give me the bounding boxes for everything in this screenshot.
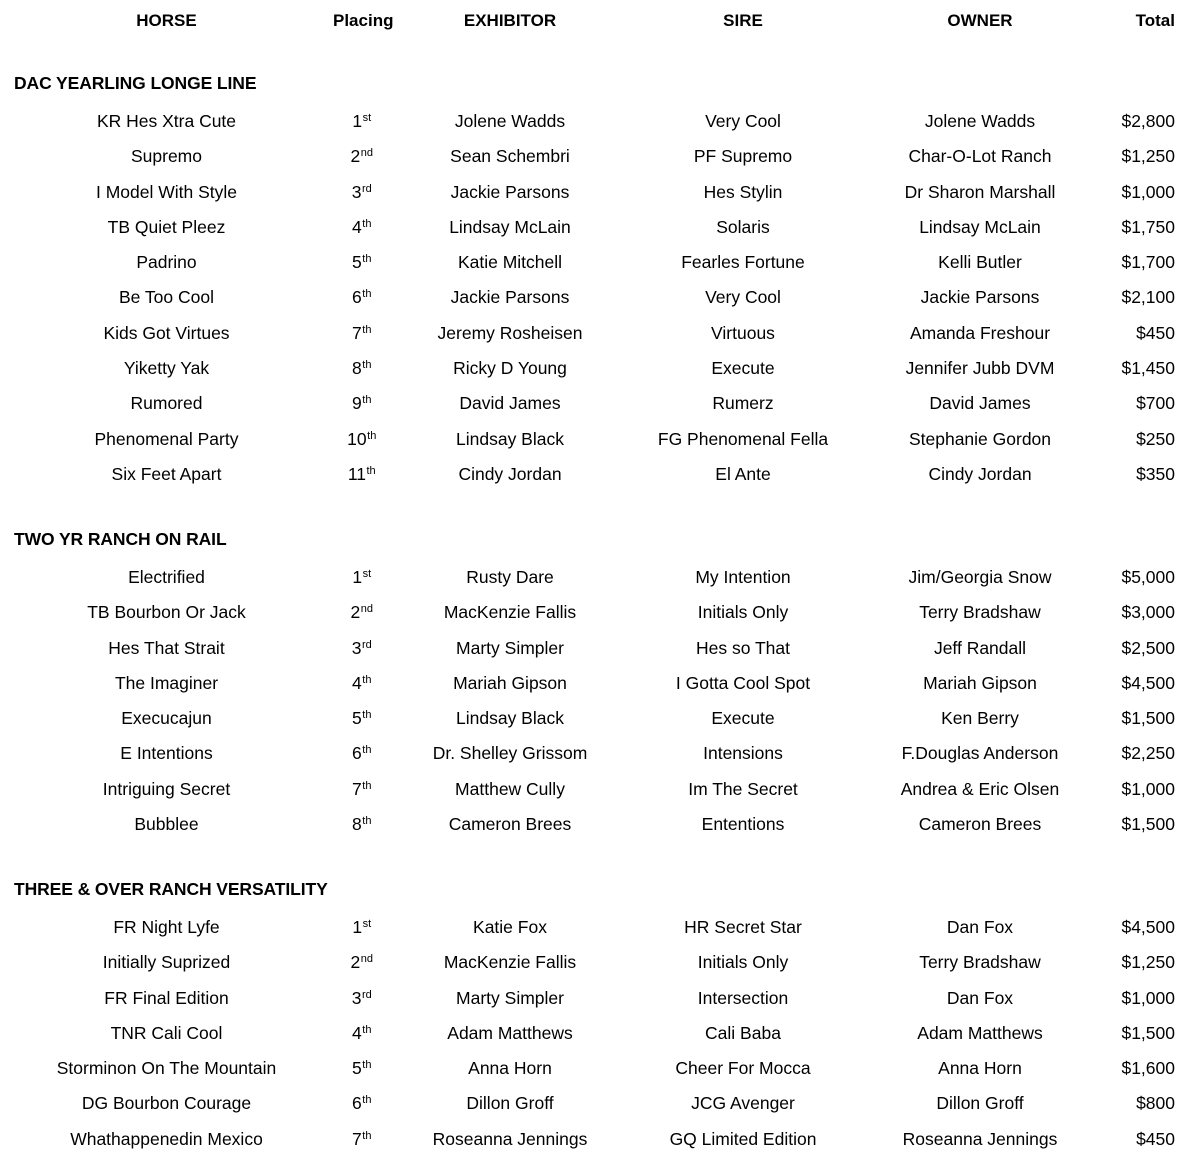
table-row bbox=[0, 351, 1200, 386]
placing-number: 1 bbox=[352, 111, 363, 131]
cell-placing bbox=[333, 1016, 390, 1054]
cell-sire: El Ante bbox=[715, 463, 771, 484]
placing-number: 11 bbox=[347, 463, 366, 484]
cell-placing bbox=[333, 210, 390, 248]
cell-exhibitor: Dillon Groff bbox=[466, 1093, 554, 1114]
table-row bbox=[0, 1016, 1200, 1051]
column-header-placing: Placing bbox=[333, 11, 394, 30]
table-row bbox=[0, 701, 1200, 736]
cell-horse: TNR Cali Cool bbox=[110, 1022, 223, 1043]
placing-ordinal-suffix: nd bbox=[360, 147, 373, 160]
placing-ordinal-suffix: th bbox=[362, 779, 372, 792]
cell-total: $450 bbox=[1136, 1128, 1175, 1149]
cell-sire: Very Cool bbox=[705, 287, 781, 308]
placing-number: 7 bbox=[352, 322, 362, 343]
cell-placing bbox=[333, 245, 390, 283]
cell-horse: The Imaginer bbox=[114, 672, 219, 693]
cell-owner: Mariah Gipson bbox=[923, 672, 1037, 693]
column-header-owner: OWNER bbox=[947, 11, 1013, 30]
cell-placing bbox=[333, 280, 390, 318]
cell-owner: Jolene Wadds bbox=[924, 111, 1036, 131]
cell-horse: Rumored bbox=[130, 393, 203, 414]
placing-number: 3 bbox=[351, 987, 362, 1008]
section-rows bbox=[0, 910, 1200, 1157]
placing-ordinal-suffix: th bbox=[362, 1023, 372, 1036]
cell-total: $1,000 bbox=[1121, 987, 1175, 1008]
cell-sire: Intersection bbox=[697, 987, 789, 1008]
cell-placing bbox=[333, 1122, 390, 1158]
cell-total: $1,600 bbox=[1121, 1058, 1175, 1079]
cell-total: $350 bbox=[1136, 463, 1175, 484]
column-header-sire: SIRE bbox=[723, 11, 763, 30]
cell-sire: My Intention bbox=[695, 567, 791, 587]
placing-ordinal-suffix: nd bbox=[360, 953, 373, 966]
placing-number: 6 bbox=[352, 743, 362, 764]
cell-horse: Kids Got Virtues bbox=[103, 322, 230, 343]
cell-placing bbox=[333, 945, 390, 983]
cell-total: $1,000 bbox=[1121, 778, 1175, 799]
cell-owner: David James bbox=[929, 393, 1031, 414]
table-row bbox=[0, 175, 1200, 210]
cell-placing bbox=[333, 910, 390, 948]
placing-ordinal-suffix: th bbox=[362, 1094, 372, 1107]
table-row bbox=[0, 666, 1200, 701]
cell-exhibitor: Marty Simpler bbox=[456, 637, 564, 658]
placing-ordinal-suffix: nd bbox=[360, 603, 373, 616]
cell-horse: Electrified bbox=[128, 567, 205, 587]
cell-total: $450 bbox=[1136, 322, 1175, 343]
cell-total: $2,500 bbox=[1121, 637, 1175, 658]
placing-number: 6 bbox=[352, 1093, 362, 1114]
cell-exhibitor: Ricky D Young bbox=[453, 358, 567, 379]
cell-exhibitor: Cindy Jordan bbox=[458, 463, 562, 484]
cell-total: $4,500 bbox=[1121, 672, 1175, 693]
table-row bbox=[0, 386, 1200, 421]
cell-sire: Cali Baba bbox=[705, 1022, 781, 1043]
placing-ordinal-suffix: th bbox=[362, 815, 372, 828]
cell-sire: I Gotta Cool Spot bbox=[675, 672, 811, 693]
section-title: DAC YEARLING LONGE LINE bbox=[14, 73, 257, 93]
cell-total: $1,500 bbox=[1121, 1022, 1175, 1043]
cell-owner: Char-O-Lot Ranch bbox=[908, 146, 1052, 167]
cell-total: $5,000 bbox=[1121, 567, 1175, 587]
placing-number: 2 bbox=[350, 146, 361, 167]
cell-exhibitor: Rusty Dare bbox=[466, 567, 554, 587]
placing-number: 4 bbox=[352, 1022, 362, 1043]
cell-sire: Hes Stylin bbox=[703, 181, 783, 202]
cell-horse: TB Quiet Pleez bbox=[107, 216, 226, 237]
table-row bbox=[0, 1051, 1200, 1086]
cell-total: $1,000 bbox=[1121, 181, 1175, 202]
placing-ordinal-suffix: rd bbox=[361, 182, 372, 195]
section-title: TWO YR RANCH ON RAIL bbox=[14, 529, 227, 549]
table-row bbox=[0, 139, 1200, 174]
cell-horse: Yiketty Yak bbox=[123, 358, 210, 379]
placing-number: 6 bbox=[352, 287, 362, 308]
cell-owner: Anna Horn bbox=[938, 1058, 1022, 1079]
cell-exhibitor: MacKenzie Fallis bbox=[443, 602, 577, 623]
cell-exhibitor: Jackie Parsons bbox=[450, 181, 570, 202]
placing-ordinal-suffix: th bbox=[362, 394, 372, 407]
cell-horse: Be Too Cool bbox=[118, 287, 215, 308]
cell-placing bbox=[333, 104, 390, 142]
table-row bbox=[0, 1086, 1200, 1121]
cell-sire: Im The Secret bbox=[688, 778, 798, 799]
placing-ordinal-suffix: st bbox=[362, 918, 372, 930]
cell-horse: Padrino bbox=[136, 252, 197, 273]
cell-placing bbox=[333, 772, 390, 810]
cell-owner: Jackie Parsons bbox=[920, 287, 1040, 308]
cell-horse: DG Bourbon Courage bbox=[81, 1093, 252, 1114]
cell-total: $1,450 bbox=[1121, 358, 1175, 379]
cell-sire: Ententions bbox=[701, 814, 785, 835]
cell-owner: Jim/Georgia Snow bbox=[908, 567, 1052, 587]
cell-total: $2,250 bbox=[1121, 743, 1175, 764]
cell-exhibitor: Marty Simpler bbox=[456, 987, 564, 1008]
cell-placing bbox=[333, 736, 390, 774]
cell-sire: PF Supremo bbox=[693, 146, 793, 167]
placing-ordinal-suffix: st bbox=[362, 568, 372, 580]
placing-number: 1 bbox=[352, 917, 363, 937]
cell-exhibitor: Dr. Shelley Grissom bbox=[432, 743, 588, 764]
table-row bbox=[0, 736, 1200, 771]
cell-exhibitor: Jolene Wadds bbox=[454, 111, 566, 131]
cell-owner: Terry Bradshaw bbox=[919, 602, 1041, 623]
table-row bbox=[0, 631, 1200, 666]
cell-exhibitor: Katie Mitchell bbox=[457, 252, 563, 273]
cell-exhibitor: Lindsay Black bbox=[456, 428, 564, 449]
placing-ordinal-suffix: st bbox=[362, 112, 372, 124]
placing-number: 8 bbox=[352, 814, 362, 835]
placing-ordinal-suffix: rd bbox=[361, 988, 372, 1001]
table-row bbox=[0, 104, 1200, 139]
cell-horse: Hes That Strait bbox=[108, 637, 225, 658]
placing-number: 3 bbox=[351, 637, 362, 658]
cell-total: $1,250 bbox=[1121, 146, 1175, 167]
placing-ordinal-suffix: th bbox=[362, 673, 372, 686]
cell-sire: Execute bbox=[711, 708, 775, 729]
cell-owner: Dan Fox bbox=[946, 987, 1014, 1008]
cell-horse: E Intentions bbox=[120, 743, 213, 764]
table-header-row bbox=[0, 6, 1200, 36]
cell-exhibitor: Matthew Cully bbox=[455, 778, 565, 799]
cell-owner: Dillon Groff bbox=[936, 1093, 1024, 1114]
cell-horse: Initially Suprized bbox=[102, 952, 231, 973]
column-header-horse: HORSE bbox=[136, 11, 197, 30]
placing-number: 2 bbox=[350, 952, 361, 973]
table-row bbox=[0, 560, 1200, 595]
table-row bbox=[0, 422, 1200, 457]
cell-owner: Jeff Randall bbox=[933, 637, 1027, 658]
cell-sire: Initials Only bbox=[697, 602, 789, 623]
placing-ordinal-suffix: th bbox=[362, 323, 372, 336]
cell-total: $3,000 bbox=[1121, 602, 1175, 623]
cell-total: $800 bbox=[1136, 1093, 1175, 1114]
placing-number: 4 bbox=[352, 216, 362, 237]
placing-number: 10 bbox=[347, 428, 367, 449]
cell-owner: Lindsay McLain bbox=[919, 216, 1041, 237]
cell-horse: Phenomenal Party bbox=[94, 428, 239, 449]
cell-owner: Dr Sharon Marshall bbox=[904, 181, 1056, 202]
cell-placing bbox=[333, 631, 390, 669]
placing-ordinal-suffix: th bbox=[362, 1129, 372, 1142]
column-header-total: Total bbox=[1135, 11, 1175, 30]
cell-total: $4,500 bbox=[1121, 917, 1175, 937]
cell-sire: JCG Avenger bbox=[691, 1093, 795, 1114]
placing-number: 4 bbox=[352, 672, 362, 693]
cell-exhibitor: Anna Horn bbox=[468, 1058, 552, 1079]
cell-sire: Execute bbox=[711, 358, 775, 379]
section-title: THREE & OVER RANCH VERSATILITY bbox=[14, 879, 328, 899]
cell-total: $1,700 bbox=[1121, 252, 1175, 273]
cell-exhibitor: Jackie Parsons bbox=[450, 287, 570, 308]
cell-owner: Andrea & Eric Olsen bbox=[900, 778, 1060, 799]
cell-placing bbox=[333, 175, 390, 213]
cell-sire: Cheer For Mocca bbox=[675, 1058, 811, 1079]
cell-sire: Very Cool bbox=[705, 111, 781, 131]
table-row bbox=[0, 910, 1200, 945]
cell-exhibitor: MacKenzie Fallis bbox=[443, 952, 577, 973]
placing-number: 9 bbox=[352, 393, 362, 414]
cell-exhibitor: Cameron Brees bbox=[448, 814, 572, 835]
placing-number: 7 bbox=[352, 1128, 362, 1149]
cell-sire: Fearles Fortune bbox=[681, 252, 805, 273]
placing-number: 2 bbox=[350, 602, 361, 623]
cell-placing bbox=[333, 457, 390, 495]
cell-placing bbox=[333, 422, 390, 460]
section-rows bbox=[0, 560, 1200, 842]
cell-placing bbox=[333, 1051, 390, 1089]
table-row bbox=[0, 945, 1200, 980]
placing-number: 7 bbox=[352, 778, 362, 799]
cell-owner: Kelli Butler bbox=[938, 252, 1022, 273]
cell-sire: Virtuous bbox=[711, 322, 775, 343]
cell-sire: Initials Only bbox=[697, 952, 789, 973]
table-row bbox=[0, 316, 1200, 351]
cell-horse: Six Feet Apart bbox=[111, 463, 222, 484]
cell-owner: Roseanna Jennings bbox=[902, 1128, 1058, 1149]
cell-exhibitor: Adam Matthews bbox=[447, 1022, 573, 1043]
cell-placing bbox=[333, 666, 390, 704]
cell-placing bbox=[333, 139, 390, 177]
cell-owner: Stephanie Gordon bbox=[908, 428, 1052, 449]
cell-exhibitor: Lindsay McLain bbox=[449, 216, 571, 237]
cell-placing bbox=[333, 807, 390, 845]
cell-exhibitor: Sean Schembri bbox=[450, 146, 570, 167]
cell-horse: FR Night Lyfe bbox=[113, 917, 220, 937]
placing-ordinal-suffix: th bbox=[362, 1059, 372, 1072]
cell-sire: Intensions bbox=[703, 743, 783, 764]
cell-owner: Amanda Freshour bbox=[909, 322, 1051, 343]
cell-owner: Terry Bradshaw bbox=[919, 952, 1041, 973]
cell-horse: Whathappenedin Mexico bbox=[70, 1128, 263, 1149]
placing-ordinal-suffix: th bbox=[366, 464, 376, 477]
cell-placing bbox=[333, 595, 390, 633]
cell-total: $2,100 bbox=[1121, 287, 1175, 308]
table-row bbox=[0, 981, 1200, 1016]
cell-exhibitor: Mariah Gipson bbox=[453, 672, 567, 693]
cell-total: $1,500 bbox=[1121, 814, 1175, 835]
cell-sire: Solaris bbox=[716, 216, 770, 237]
cell-placing bbox=[333, 1086, 390, 1124]
cell-total: $700 bbox=[1136, 393, 1175, 414]
cell-placing bbox=[333, 316, 390, 354]
cell-placing bbox=[333, 981, 390, 1019]
cell-owner: Cindy Jordan bbox=[928, 463, 1032, 484]
cell-owner: Ken Berry bbox=[941, 708, 1019, 729]
placing-number: 5 bbox=[352, 708, 362, 729]
cell-placing bbox=[333, 351, 390, 389]
cell-exhibitor: Katie Fox bbox=[473, 917, 547, 937]
cell-horse: Execucajun bbox=[121, 708, 212, 729]
cell-exhibitor: Roseanna Jennings bbox=[432, 1128, 588, 1149]
cell-owner: F.Douglas Anderson bbox=[901, 743, 1059, 764]
cell-total: $1,500 bbox=[1121, 708, 1175, 729]
table-row bbox=[0, 457, 1200, 492]
cell-exhibitor: Jeremy Rosheisen bbox=[437, 322, 583, 343]
cell-placing bbox=[333, 386, 390, 424]
cell-placing bbox=[333, 560, 390, 598]
cell-horse: Intriguing Secret bbox=[102, 778, 231, 799]
cell-sire: Hes so That bbox=[695, 637, 791, 658]
cell-exhibitor: David James bbox=[459, 393, 561, 414]
cell-owner: Dan Fox bbox=[946, 917, 1014, 937]
cell-total: $250 bbox=[1136, 428, 1175, 449]
placing-number: 8 bbox=[352, 358, 362, 379]
cell-total: $1,250 bbox=[1121, 952, 1175, 973]
cell-exhibitor: Lindsay Black bbox=[456, 708, 564, 729]
table-row bbox=[0, 772, 1200, 807]
cell-placing bbox=[333, 701, 390, 739]
cell-sire: HR Secret Star bbox=[684, 917, 802, 937]
section-rows bbox=[0, 104, 1200, 492]
cell-horse: Supremo bbox=[130, 146, 202, 167]
placing-ordinal-suffix: th bbox=[362, 709, 372, 722]
placing-ordinal-suffix: th bbox=[362, 253, 372, 266]
cell-sire: Rumerz bbox=[712, 393, 774, 414]
cell-total: $1,750 bbox=[1121, 216, 1175, 237]
placing-ordinal-suffix: th bbox=[362, 217, 372, 230]
table-row bbox=[0, 280, 1200, 315]
placing-number: 5 bbox=[352, 1058, 362, 1079]
table-row bbox=[0, 210, 1200, 245]
cell-horse: KR Hes Xtra Cute bbox=[96, 111, 237, 131]
placing-number: 5 bbox=[352, 252, 362, 273]
cell-horse: Bubblee bbox=[134, 814, 199, 835]
table-row bbox=[0, 1122, 1200, 1157]
cell-horse: I Model With Style bbox=[95, 181, 238, 202]
placing-number: 3 bbox=[351, 181, 362, 202]
cell-owner: Adam Matthews bbox=[917, 1022, 1043, 1043]
placing-ordinal-suffix: th bbox=[367, 429, 377, 442]
cell-total: $2,800 bbox=[1121, 111, 1175, 131]
placing-number: 1 bbox=[352, 567, 363, 587]
column-header-exhibitor: EXHIBITOR bbox=[463, 11, 557, 30]
cell-sire: GQ Limited Edition bbox=[669, 1128, 817, 1149]
cell-sire: FG Phenomenal Fella bbox=[657, 428, 829, 449]
placing-ordinal-suffix: th bbox=[362, 359, 372, 372]
cell-owner: Cameron Brees bbox=[918, 814, 1042, 835]
cell-horse: TB Bourbon Or Jack bbox=[87, 602, 246, 623]
placing-ordinal-suffix: rd bbox=[361, 638, 372, 651]
placing-ordinal-suffix: th bbox=[362, 288, 372, 301]
cell-horse: FR Final Edition bbox=[104, 987, 229, 1008]
table-row bbox=[0, 595, 1200, 630]
table-row bbox=[0, 245, 1200, 280]
placing-ordinal-suffix: th bbox=[362, 744, 372, 757]
cell-owner: Jennifer Jubb DVM bbox=[905, 358, 1055, 379]
table-row bbox=[0, 807, 1200, 842]
cell-horse: Storminon On The Mountain bbox=[56, 1058, 277, 1079]
